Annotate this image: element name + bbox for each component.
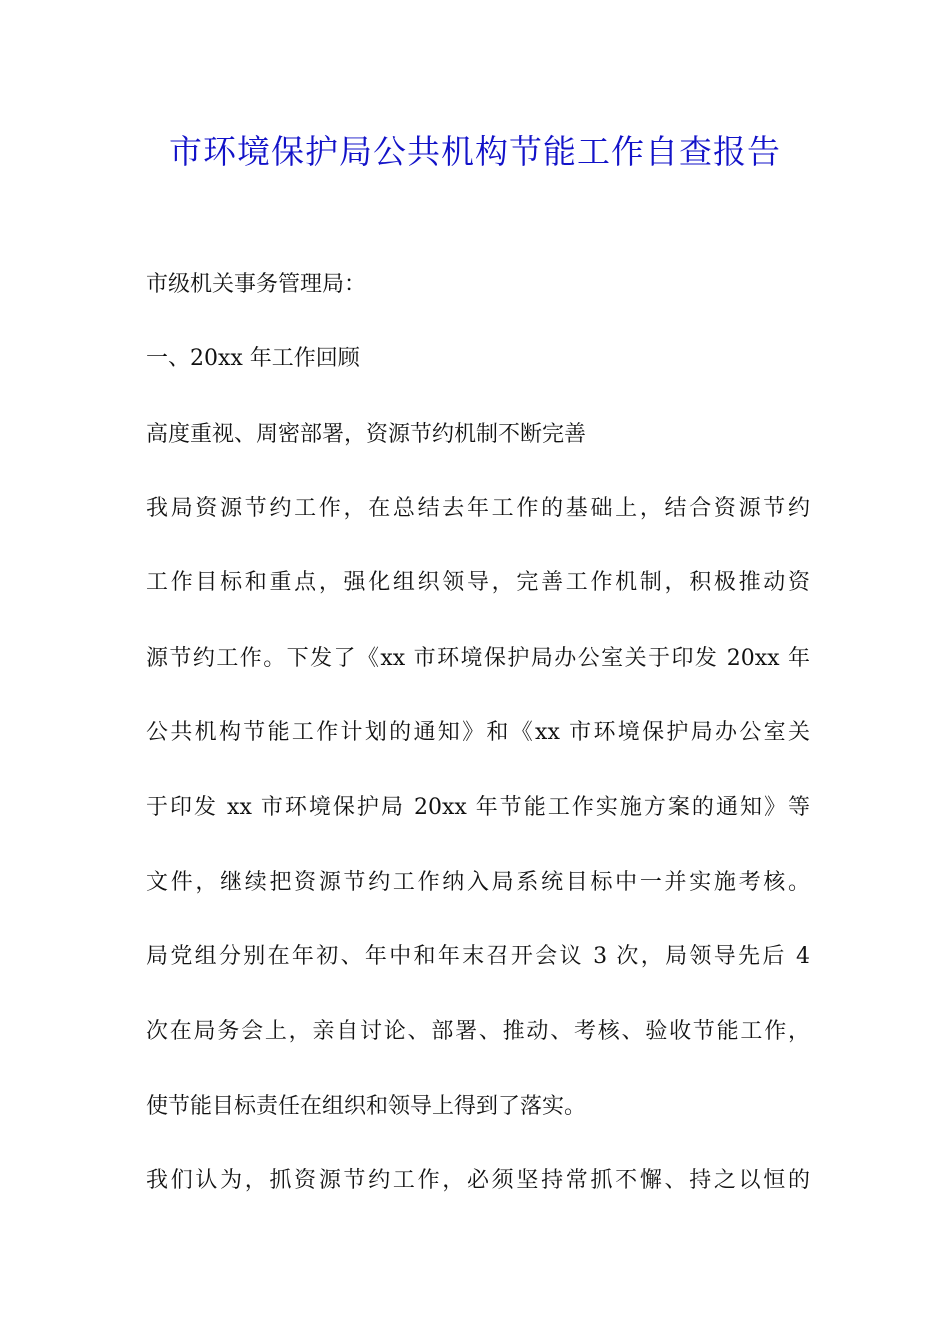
body-line: 工作目标和重点，强化组织领导，完善工作机制，积极推动资	[146, 570, 810, 595]
subsection-heading: 高度重视、周密部署，资源节约机制不断完善	[146, 422, 587, 447]
body-line: 使节能目标责任在组织和领导上得到了落实。	[146, 1094, 587, 1119]
salutation-line: 市级机关事务管理局：	[146, 272, 367, 297]
body-line: 我们认为，抓资源节约工作，必须坚持常抓不懈、持之以恒的	[146, 1168, 810, 1193]
body-line: 公共机构节能工作计划的通知》和《xx 市环境保护局办公室关	[146, 720, 810, 745]
document-title: 市环境保护局公共机构节能工作自查报告	[169, 132, 781, 171]
body-line: 文件，继续把资源节约工作纳入局系统目标中一并实施考核。	[146, 870, 810, 895]
body-line: 源节约工作。下发了《xx 市环境保护局办公室关于印发 20xx 年	[146, 646, 810, 671]
body-line: 次在局务会上，亲自讨论、部署、推动、考核、验收节能工作，	[146, 1019, 810, 1044]
body-line: 我局资源节约工作，在总结去年工作的基础上，结合资源节约	[146, 496, 810, 521]
body-line: 局党组分别在年初、年中和年末召开会议 3 次，局领导先后 4	[146, 944, 810, 969]
section-heading: 一、20xx 年工作回顾	[146, 346, 360, 371]
body-line: 于印发 xx 市环境保护局 20xx 年节能工作实施方案的通知》等	[146, 795, 810, 820]
